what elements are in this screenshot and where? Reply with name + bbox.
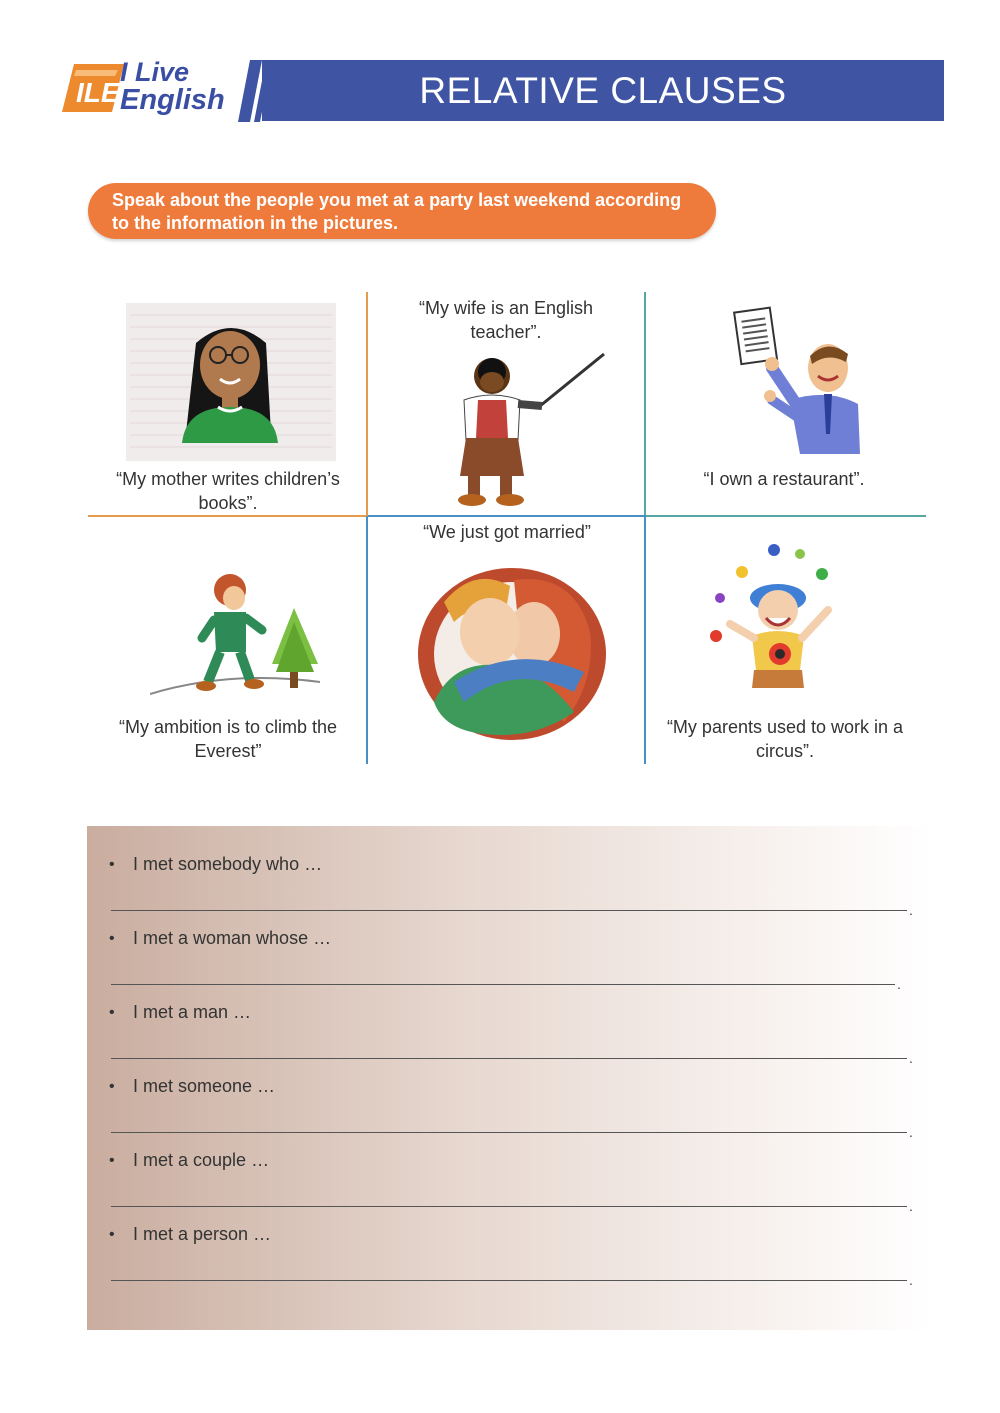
caption-circus-parents: “My parents used to work in a circus”.: [666, 717, 904, 761]
exercise-prompt: I met someone …: [133, 1076, 276, 1096]
page-title: RELATIVE CLAUSES: [419, 69, 787, 111]
caption-climber: “My ambition is to climb the Everest”: [118, 717, 338, 761]
line-end-mark: .: [909, 1198, 913, 1214]
line-end-mark: .: [909, 902, 913, 918]
line-end-mark: .: [909, 1050, 913, 1066]
answer-line[interactable]: [111, 1280, 907, 1281]
married-couple-picture: [414, 562, 610, 742]
bullet: •: [109, 856, 115, 873]
grid-divider: [646, 515, 926, 517]
grid-divider: [644, 516, 646, 764]
title-bar: [262, 60, 944, 121]
caption-restaurant-owner: “I own a restaurant”.: [703, 469, 865, 489]
exercise-prompt: I met somebody who …: [133, 854, 323, 874]
restaurant-owner-picture: [730, 304, 870, 464]
svg-text:ILE: ILE: [76, 77, 120, 108]
woman-writer-picture: [126, 303, 336, 461]
logo-text-line1: I Live: [120, 57, 190, 87]
exercise-item: [87, 834, 931, 918]
exercise-item: [87, 982, 931, 1066]
caption-mother-writer: “My mother writes children’s books”.: [116, 469, 340, 513]
instruction-banner: [88, 183, 716, 239]
line-end-mark: .: [909, 1124, 913, 1140]
exercise-item: [87, 1130, 931, 1214]
exercise-item: [87, 1204, 931, 1288]
caption-wife-teacher: “My wife is an English teacher”.: [418, 298, 594, 342]
grid-divider: [366, 292, 368, 516]
line-end-mark: .: [897, 976, 901, 992]
teacher-picture: [452, 350, 608, 508]
bullet: •: [109, 1152, 115, 1169]
instruction-text: Speak about the people you met at a party last weekend according to the information in the pictures.: [112, 190, 682, 233]
exercise-panel: [87, 826, 931, 1330]
grid-divider: [644, 292, 646, 516]
bullet: •: [109, 1226, 115, 1243]
grid-divider: [368, 515, 646, 517]
bullet: •: [109, 1004, 115, 1021]
exercise-prompt: I met a man …: [133, 1002, 252, 1022]
exercise-item: [87, 908, 931, 992]
grid-divider: [88, 515, 368, 517]
caption-married-couple: “We just got married”: [423, 522, 591, 542]
exercise-item: [87, 1056, 931, 1140]
exercise-prompt: I met a woman whose …: [133, 928, 332, 948]
climber-picture: [150, 568, 322, 698]
exercise-prompt: I met a person …: [133, 1224, 272, 1244]
grid-divider: [366, 516, 368, 764]
logo-badge-icon: [62, 62, 124, 114]
logo-text-line2: English: [120, 84, 225, 116]
bullet: •: [109, 1078, 115, 1095]
juggler-picture: [700, 540, 850, 692]
brand-logo: [62, 58, 272, 124]
exercise-prompt: I met a couple …: [133, 1150, 270, 1170]
line-end-mark: .: [909, 1272, 913, 1288]
bullet: •: [109, 930, 115, 947]
